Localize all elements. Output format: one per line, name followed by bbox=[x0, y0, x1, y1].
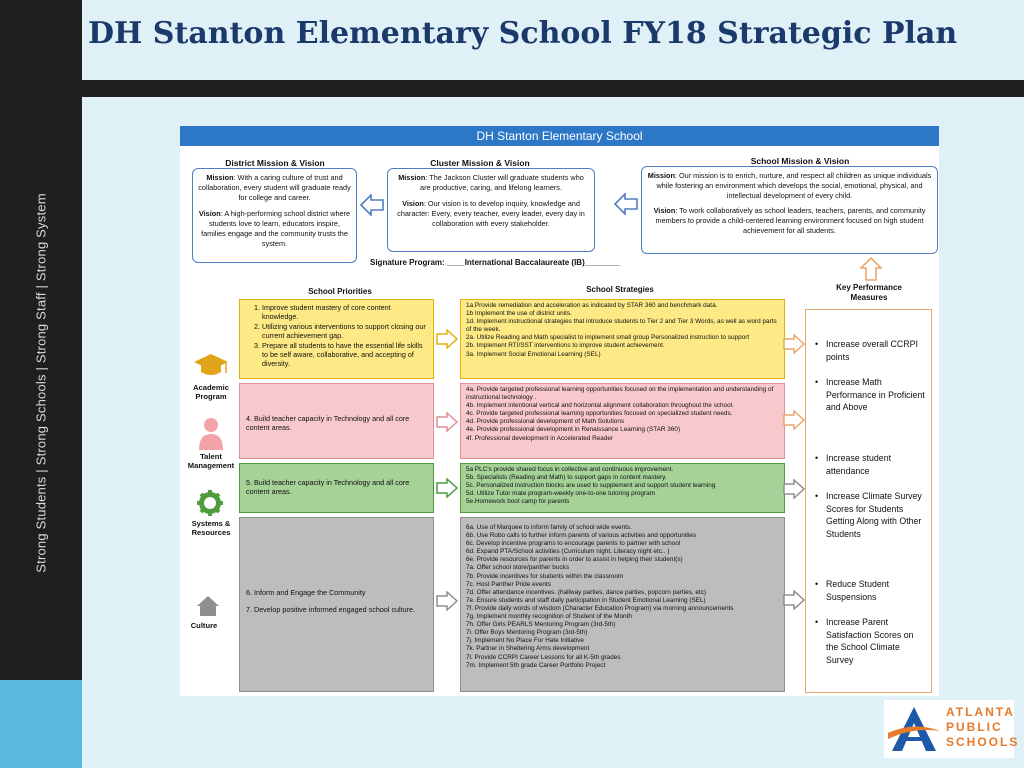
priority-item: 6. Inform and Engage the Community bbox=[246, 588, 366, 597]
strategy-item: 7f. Provide daily words of wisdom (Character Education Program) via morning announcements bbox=[466, 604, 734, 612]
strategy-item: 2b. Implement RTI/SST interventions to improve student achievement. bbox=[466, 342, 665, 350]
strategy-item: 5c. Personalized instruction blocks are used to supplement and support student learning bbox=[466, 482, 716, 490]
cluster-heading: Cluster Mission & Vision bbox=[430, 158, 530, 168]
strategy-item: 6e. Provide resources for parents in order to assist in helping their student(s) bbox=[466, 556, 683, 564]
category-talent-management: Talent Management bbox=[187, 452, 235, 470]
person-icon bbox=[197, 416, 225, 450]
document-header: DH Stanton Elementary School bbox=[180, 126, 939, 146]
strategy-item: 7e. Ensure students and staff daily participation in Student Emotional Learning (SEL) bbox=[466, 596, 706, 604]
kpm-item: • Increase overall CCRPI points bbox=[814, 338, 926, 363]
district-vision: Vision: A high-performing school district where students love to learn, educators inspire, families engage and the community trusts the system. bbox=[198, 209, 351, 248]
strategy-box-systems bbox=[460, 463, 785, 513]
up-arrow-icon bbox=[860, 257, 882, 281]
school-mission: Mission: Our mission is to enrich, nurture, and respect all children as unique individuals while fostering an environment which develops the social, emotional, physical, and intellectual development of every child. bbox=[647, 171, 932, 200]
strategy-item: 4c. Provide targeted professional learning opportunities focused on specialized student needs. bbox=[466, 410, 733, 418]
left-arrow-icon bbox=[614, 193, 638, 215]
strategy-item: 6b. Use Robo calls to further inform parents of various activities and opportunities bbox=[466, 532, 697, 540]
priority-item: 1. Improve student mastery of core content knowledge. bbox=[262, 303, 427, 321]
key-performance-measures-heading: Key Performance Measures bbox=[836, 283, 902, 302]
cluster-mission: Mission: The Jackson Cluster will graduate students who are productive, caring, and lifelong learners. bbox=[398, 173, 584, 192]
strategy-item: 4b. Implement intentional vertical and horizontal alignment collaboration throughout the school. bbox=[466, 402, 734, 410]
strategy-item: 2a. Utilize Reading and Math specialist to implement small group Personalized instruction to support bbox=[466, 334, 750, 342]
kpm-item: • Reduce Student Suspensions bbox=[814, 578, 926, 603]
priority-box-culture bbox=[239, 517, 434, 692]
right-arrow-icon bbox=[783, 590, 805, 610]
right-arrow-icon bbox=[436, 478, 458, 498]
strategy-item: 7g. Implement monthly recognition of Student of the Month bbox=[466, 613, 632, 621]
logo-line: PUBLIC bbox=[946, 720, 1003, 734]
academic-priority-list bbox=[246, 303, 427, 368]
strategy-item: 7h. Offer Girls PEARLS Mentoring Program (3rd-5th) bbox=[466, 621, 616, 629]
strategy-item: 5a PLC's provide shared focus in collective and continuous improvement. bbox=[466, 466, 674, 473]
strategy-item: 7c. Host Panther Pride events bbox=[466, 580, 551, 588]
strategy-item: 4d. Provide professional development of Math Solutions bbox=[466, 418, 625, 426]
strategy-item: 3a. Implement Social Emotional Learning (SEL) bbox=[466, 350, 601, 358]
gear-icon bbox=[197, 490, 223, 516]
priority-box-academic bbox=[239, 299, 434, 379]
logo-line: SCHOOLS bbox=[946, 735, 1020, 749]
key-performance-measures-box bbox=[805, 309, 932, 693]
right-arrow-icon bbox=[783, 410, 805, 430]
school-heading: School Mission & Vision bbox=[750, 156, 850, 166]
logo-line: ATLANTA bbox=[946, 705, 1015, 719]
priority-item: 2. Utilizing various interventions to support closing our current achievement gap. bbox=[262, 322, 427, 340]
aps-logo-mark-icon bbox=[886, 703, 942, 755]
school-priorities-heading: School Priorities bbox=[308, 287, 372, 296]
strategy-item: 7k. Partner in Sheltering Arms development bbox=[466, 645, 590, 653]
signature-program: Signature Program: ____International Baccalaureate (IB)________ bbox=[370, 258, 621, 267]
strategy-item: 6a. Use of Marquee to inform family of school wide events. bbox=[466, 524, 632, 531]
strategy-item: 5d. Utilize Tutor mate program-weekly one-to-one tutoring program bbox=[466, 490, 655, 498]
cluster-vision: Vision: Our vision is to develop inquiry, knowledge and character: Every, every teacher, every leader, every day in collaboration with every stakeholder. bbox=[397, 199, 585, 228]
cluster-mission-vision-box bbox=[387, 168, 595, 252]
house-icon bbox=[196, 595, 220, 617]
strategy-item: 7l. Provide CCRPI Career Lessons for all K-5th grades bbox=[466, 653, 621, 661]
category-academic-program: Academic Program bbox=[193, 383, 229, 401]
strategy-item: 7j. Implement No Place For Hate Initiative bbox=[466, 637, 584, 645]
strategy-item: 6d. Expand PTA/School activities (Curriculum night, Literacy night etc.. ) bbox=[466, 548, 670, 556]
strategy-box-talent bbox=[460, 383, 785, 459]
strategy-item: 1d. Implement instructional strategies that introduce students to Tier 2 and Tier 3 Words, as well as word parts of the week. bbox=[466, 318, 777, 334]
left-arrow-icon bbox=[360, 194, 384, 216]
aps-logo-text bbox=[946, 705, 1019, 750]
atlanta-public-schools-logo bbox=[884, 700, 1020, 758]
category-culture: Culture bbox=[190, 621, 218, 630]
right-arrow-icon bbox=[783, 479, 805, 499]
strategy-item: 5e.Homework boot camp for parents bbox=[466, 498, 570, 506]
kpm-item: • Increase Parent Satisfaction Scores on the School Climate Survey bbox=[814, 616, 926, 666]
strategy-item: 7b. Provide incentives for students within the classroom bbox=[466, 572, 624, 580]
sidebar-accent-block bbox=[0, 680, 82, 768]
category-systems-resources: Systems & Resources bbox=[191, 519, 231, 537]
strategy-item: 4a. Provide targeted professional learning opportunities focused on the implementation and understanding of instructional technology . bbox=[466, 386, 774, 402]
strategy-item: 1b Implement the use of district units. bbox=[466, 310, 572, 318]
right-arrow-icon bbox=[436, 591, 458, 611]
priority-item: 3. Prepare all students to have the essential life skills to be self aware, collaborative, and accepting of diversity. bbox=[262, 341, 427, 368]
priority-item: 7. Develop positive informed engaged school culture. bbox=[246, 605, 416, 614]
strategy-item: 7m. Implement 5th grade Career Portfolio Project bbox=[466, 661, 606, 669]
strategic-plan-document bbox=[180, 126, 939, 696]
page-title: DH Stanton Elementary School FY18 Strategic Plan bbox=[88, 16, 958, 51]
priority-item: 4. Build teacher capacity in Technology and all core content areas. bbox=[246, 414, 410, 432]
school-mission-vision-box bbox=[641, 166, 938, 254]
strategy-item: 7d. Offer attendance incentives. (hallway parties, dance parties, popcorn parties, etc) bbox=[466, 588, 707, 596]
right-arrow-icon bbox=[783, 334, 805, 354]
right-arrow-icon bbox=[436, 329, 458, 349]
strategy-item: 1a.Provide remediation and acceleration as indicated by STAR 360 and benchmark data. bbox=[466, 302, 718, 309]
strategy-item: 7a. Offer school store/panther bucks bbox=[466, 564, 569, 572]
kpm-item: • Increase Climate Survey Scores for Students Getting Along with Other Students bbox=[814, 490, 926, 540]
strategy-item: 6c. Develop incentive programs to encourage parents to partner with school bbox=[466, 540, 681, 548]
strategy-item: 5b. Specialists (Reading and Math) to support gaps in content mastery. bbox=[466, 474, 667, 482]
priority-item: 5. Build teacher capacity in Technology and all core content areas. bbox=[246, 478, 410, 496]
district-heading: District Mission & Vision bbox=[225, 158, 325, 168]
school-strategies-heading: School Strategies bbox=[586, 285, 654, 294]
right-arrow-icon bbox=[436, 412, 458, 432]
priority-box-talent bbox=[239, 383, 434, 459]
strategy-item: 4e. Provide professional development in Renaissance Learning (STAR 360) bbox=[466, 426, 681, 434]
sidebar-tagline: Strong Students | Strong Schools | Strong Staff | Strong System bbox=[33, 193, 49, 573]
priority-box-systems bbox=[239, 463, 434, 513]
sidebar bbox=[0, 0, 82, 680]
strategy-item: 4f. Professional development in Accelerated Reader bbox=[466, 434, 614, 442]
district-mission: Mission: With a caring culture of trust and collaboration, every student will graduate ready for college and career. bbox=[198, 173, 351, 202]
graduation-cap-icon bbox=[193, 352, 229, 378]
district-mission-vision-box bbox=[192, 168, 357, 263]
kpm-item: • Increase Math Performance in Proficient and Above bbox=[814, 376, 926, 414]
strategy-box-academic bbox=[460, 299, 785, 379]
kpm-item: • Increase student attendance bbox=[814, 452, 926, 477]
school-vision: Vision: To work collaboratively as school leaders, teachers, parents, and community members to provide a child-centered learning environment focused on high student achievement for all students. bbox=[653, 206, 926, 235]
title-divider-bar bbox=[82, 80, 1024, 97]
strategy-box-culture bbox=[460, 517, 785, 692]
strategy-item: 7i. Offer Boys Mentoring Program (3rd-5th) bbox=[466, 629, 588, 637]
